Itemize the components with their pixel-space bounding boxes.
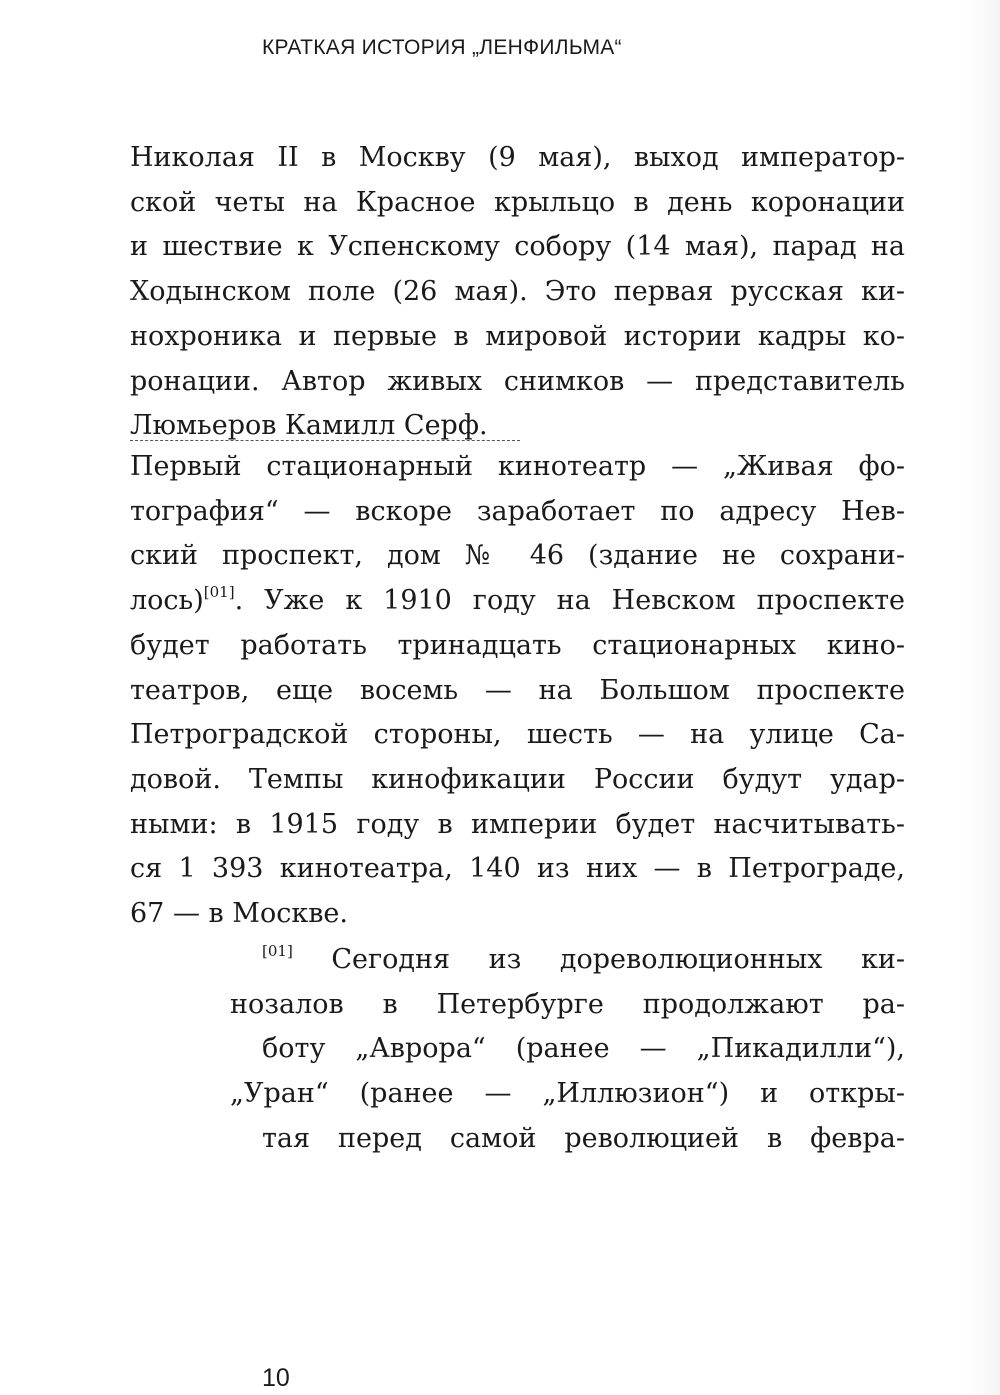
- text-line: Николая II в Москву (9 мая), выход император-: [130, 142, 905, 173]
- paragraph-coronation-chronicle: [130, 136, 905, 449]
- text-line-with-footnote: [130, 579, 905, 624]
- footnote-01: [230, 938, 905, 1162]
- paragraph-first-cinema: [130, 445, 905, 937]
- text-line: довой. Темпы кинофикации России будут удар-: [130, 763, 905, 795]
- page-number: 10: [262, 1364, 290, 1392]
- text-line: Первый стационарный кинотеатр — „Живая фо-: [130, 451, 905, 482]
- footnote-line: тая перед самой революцией в февра-: [262, 1122, 905, 1154]
- dashed-divider: [130, 440, 520, 441]
- text-line: Ходынском поле (26 мая). Это первая русская ки-: [130, 276, 905, 308]
- running-title: КРАТКАЯ ИСТОРИЯ „ЛЕНФИЛЬМА“: [262, 36, 622, 59]
- text-line: ся 1 393 кинотеатра, 140 из них — в Петрограде,: [130, 853, 905, 885]
- text-line: нохроника и первые в мировой истории кадры ко-: [130, 320, 905, 352]
- text-fragment: . Уже к 1910 году на Невском проспекте: [234, 585, 905, 617]
- text-line: Петроградской стороны, шесть — на улице Са-: [130, 719, 905, 751]
- text-line: 67 — в Москве.: [130, 898, 348, 930]
- text-line: будет работать тринадцать стационарных кино-: [130, 629, 905, 661]
- text-line: Люмьеров Камилл Серф.: [130, 410, 488, 442]
- text-fragment: лось): [130, 585, 204, 617]
- footnote-line: „Уран“ (ранее — „Иллюзион“) и откры-: [230, 1078, 905, 1110]
- text-line: ской четы на Красное крыльцо в день коронации: [130, 186, 905, 218]
- page-edge-shadow: [964, 0, 1000, 1395]
- text-line: ными: в 1915 году в империи будет насчитывать-: [130, 808, 905, 840]
- text-line: тография“ — вскоре заработает по адресу Нев-: [130, 495, 905, 527]
- text-line: ский проспект, дом № 46 (здание не сохрани-: [130, 540, 905, 572]
- text-line: и шествие к Успенскому собору (14 мая), парад на: [130, 231, 905, 263]
- footnote-first-line: [230, 938, 905, 983]
- footnote-line: боту „Аврора“ (ранее — „Пикадилли“),: [262, 1033, 905, 1065]
- footnote-line: нозалов в Петербурге продолжают ра-: [230, 988, 905, 1020]
- footnote-marker: [01]: [262, 942, 293, 960]
- footnote-reference[interactable]: [01]: [203, 583, 235, 602]
- text-fragment: Сегодня из дореволюционных ки-: [292, 944, 905, 975]
- text-line: театров, еще восемь — на Большом проспекте: [130, 674, 905, 706]
- text-line: ронации. Автор живых снимков — представитель: [130, 365, 905, 397]
